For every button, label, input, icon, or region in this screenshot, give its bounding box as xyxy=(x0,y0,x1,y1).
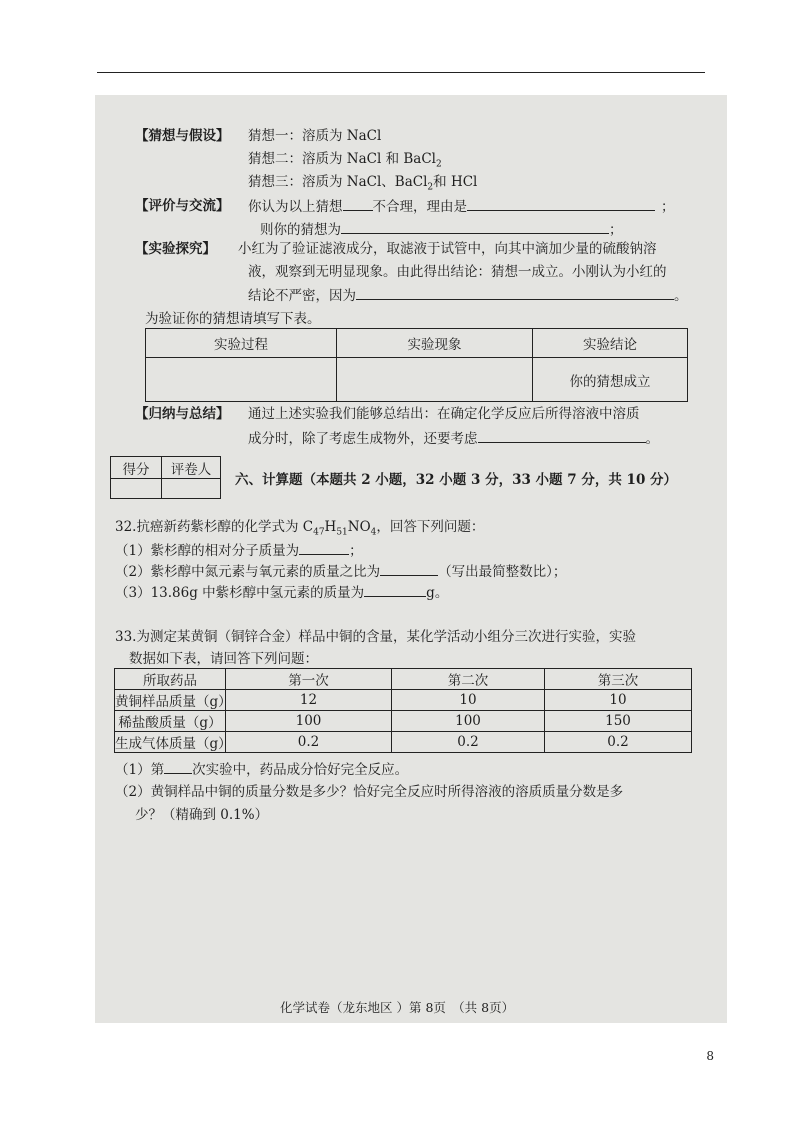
explore-heading: 【实验探究】 xyxy=(135,241,216,257)
table-cell: 生成气体质量（g） xyxy=(115,732,226,753)
q33-stem-2: 数据如下表，请回答下列问题： xyxy=(129,651,318,667)
table-cell: 10 xyxy=(392,690,545,711)
table-header: 所取药品 xyxy=(115,669,226,690)
score-cell[interactable] xyxy=(111,479,162,499)
table-cell: 稀盐酸质量（g） xyxy=(115,711,226,732)
top-rule xyxy=(97,72,705,73)
hypothesis-2: 猜想二：溶质为 NaCl 和 BaCl$_2$ xyxy=(248,151,442,170)
q32-part-1: （1）紫杉醇的相对分子质量为 ； xyxy=(115,543,363,559)
answer-blank[interactable] xyxy=(467,197,655,211)
answer-blank[interactable] xyxy=(356,286,674,300)
table-row xyxy=(115,711,692,732)
table-cell: 黄铜样品质量（g） xyxy=(115,690,226,711)
table-header: 第三次 xyxy=(545,669,692,690)
q33-stem-1: 33.为测定某黄铜（铜锌合金）样品中铜的含量，某化学活动小组分三次进行实验，实验 xyxy=(115,629,636,645)
grader-cell[interactable] xyxy=(162,479,221,499)
explore-line-2: 液，观察到无明显现象。由此得出结论：猜想一成立。小刚认为小红的 xyxy=(248,264,667,280)
score-label: 得分 xyxy=(111,457,162,479)
experiment-table xyxy=(145,328,688,402)
q32-stem: 32.抗癌新药紫杉醇的化学式为 $C_{47}H_{51}NO_4$，回答下列问题： xyxy=(115,519,485,538)
answer-blank[interactable] xyxy=(341,220,609,234)
page-number: 8 xyxy=(706,1049,714,1063)
table-cell: 0.2 xyxy=(392,732,545,753)
q32-part-3: （3）13.86g 中紫杉醇中氢元素的质量为 g。 xyxy=(115,585,449,601)
table-cell: 150 xyxy=(545,711,692,732)
answer-blank[interactable] xyxy=(299,541,349,555)
exam-footer: 化学试卷（龙东地区 ）第 8页 （共 8页） xyxy=(280,1000,515,1015)
table-cell: 100 xyxy=(392,711,545,732)
q33-part-1: （1）第 次实验中，药品成分恰好完全反应。 xyxy=(115,762,409,778)
table-cell: 12 xyxy=(226,690,392,711)
answer-blank[interactable] xyxy=(364,583,426,597)
table-cell: 10 xyxy=(545,690,692,711)
table-header: 第一次 xyxy=(226,669,392,690)
q33-part-2-line-1: （2）黄铜样品中铜的质量分数是多少？恰好完全反应时所得溶液的溶质质量分数是多 xyxy=(115,784,624,800)
scanned-page xyxy=(95,95,727,1023)
evaluation-line-1: 你认为以上猜想 不合理，理由是 ； xyxy=(248,199,675,215)
answer-blank[interactable] xyxy=(164,760,192,774)
table-cell: 0.2 xyxy=(545,732,692,753)
grader-label: 评卷人 xyxy=(162,457,221,479)
process-cell[interactable] xyxy=(146,358,337,402)
answer-blank[interactable] xyxy=(380,562,438,576)
q32-part-2: （2）紫杉醇中氮元素与氧元素的质量之比为 （写出最简整数比）； xyxy=(115,564,567,580)
explore-line-1: 小红为了验证滤液成分，取滤液于试管中，向其中滴加少量的硫酸钠溶 xyxy=(238,241,657,257)
conclusion-cell: 你的猜想成立 xyxy=(533,358,688,402)
header-phenomenon: 实验现象 xyxy=(337,329,533,358)
evaluation-line-2: 则你的猜想为 ； xyxy=(260,222,623,238)
table-intro: 为验证你的猜想请填写下表。 xyxy=(145,311,321,327)
section-6-title: 六、计算题（本题共 2 小题，32 小题 3 分，33 小题 7 分，共 10 分） xyxy=(235,472,678,488)
header-conclusion: 实验结论 xyxy=(533,329,688,358)
answer-blank[interactable] xyxy=(478,429,646,443)
header-process: 实验过程 xyxy=(146,329,337,358)
summary-line-2: 成分时，除了考虑生成物外，还要考虑 。 xyxy=(248,431,659,447)
hypothesis-heading: 【猜想与假设】 xyxy=(135,128,230,144)
hypothesis-3: 猜想三：溶质为 NaCl、BaCl$_2$和 HCl xyxy=(248,174,478,193)
table-row xyxy=(115,732,692,753)
answer-blank[interactable] xyxy=(343,197,373,211)
summary-heading: 【归纳与总结】 xyxy=(135,406,230,422)
phenomenon-cell[interactable] xyxy=(337,358,533,402)
data-table xyxy=(114,668,692,753)
q33-part-2-line-2: 少？（精确到 0.1%） xyxy=(135,807,269,823)
table-cell: 100 xyxy=(226,711,392,732)
summary-line-1: 通过上述实验我们能够总结出：在确定化学反应后所得溶液中溶质 xyxy=(248,406,640,422)
table-row xyxy=(115,690,692,711)
table-header: 第二次 xyxy=(392,669,545,690)
hypothesis-1: 猜想一：溶质为 NaCl xyxy=(248,128,382,144)
explore-line-3: 结论不严密，因为 。 xyxy=(248,288,688,304)
table-cell: 0.2 xyxy=(226,732,392,753)
evaluation-heading: 【评价与交流】 xyxy=(135,198,230,214)
score-box xyxy=(110,456,221,499)
